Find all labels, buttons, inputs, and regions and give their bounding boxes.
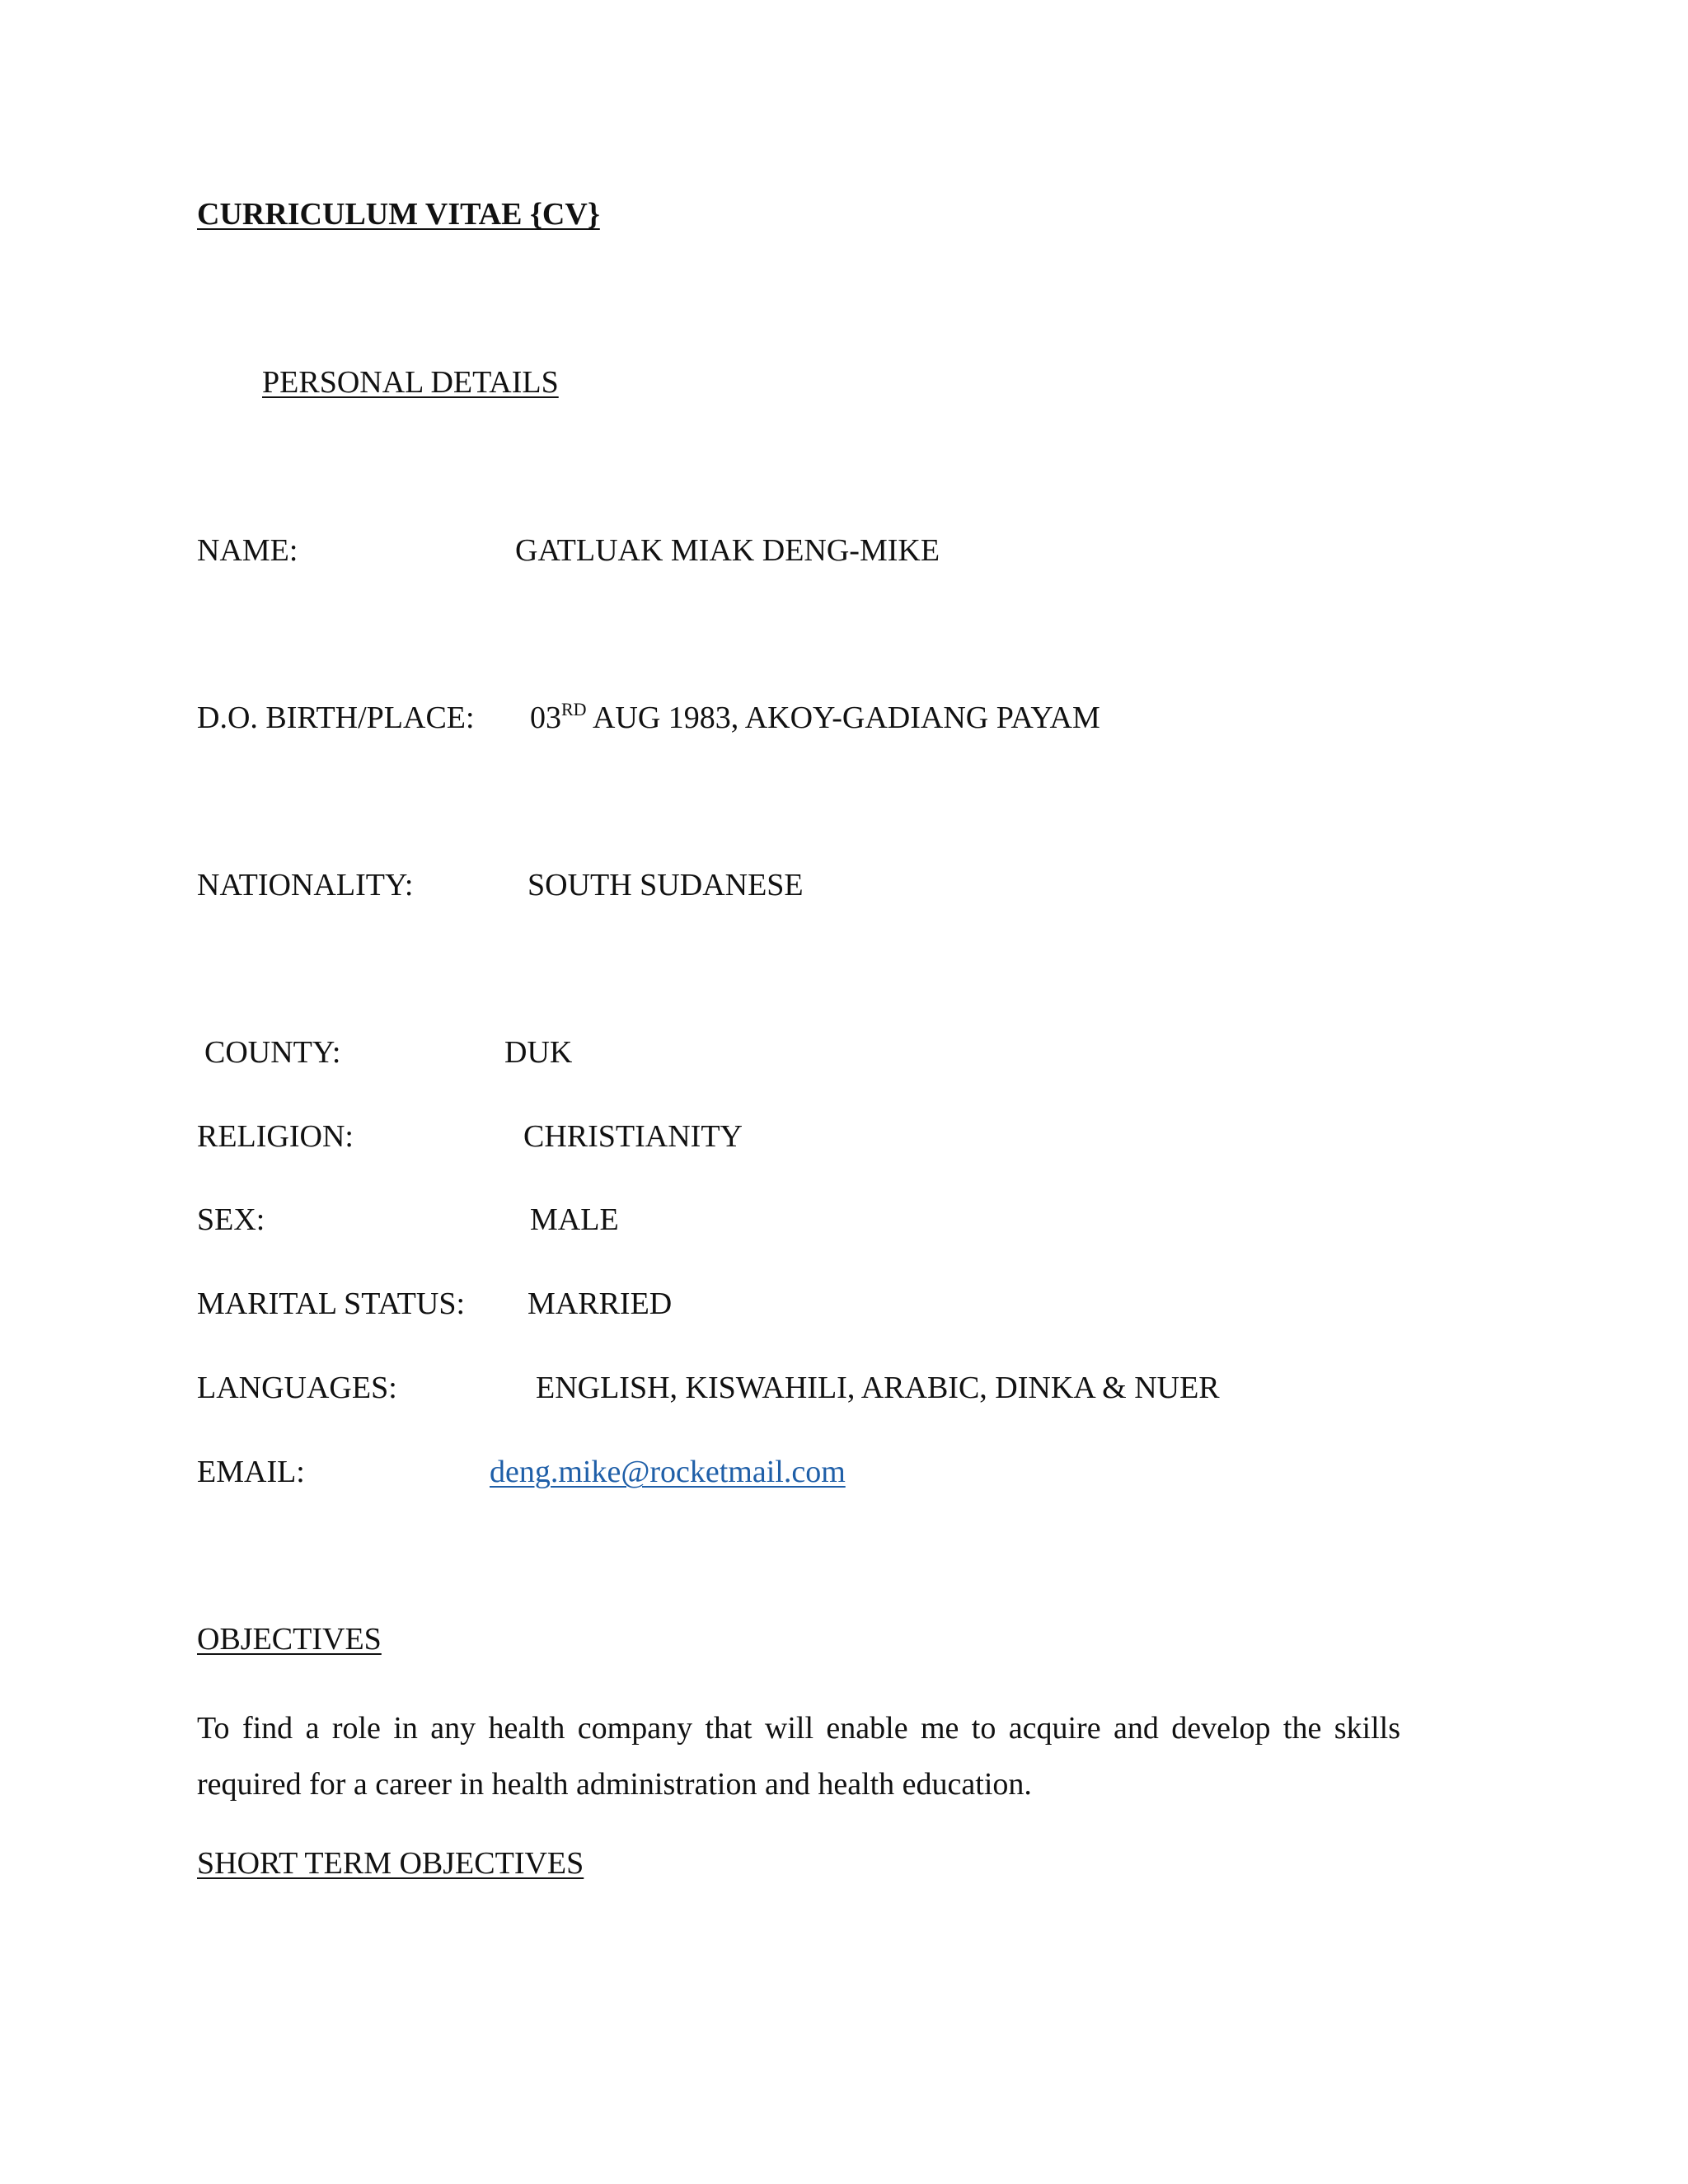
- birth-rest: AUG 1983, AKOY-GADIANG PAYAM: [586, 701, 1100, 735]
- personal-details-heading: PERSONAL DETAILS: [262, 365, 559, 400]
- email-label: EMAIL:: [197, 1455, 305, 1489]
- languages-value: ENGLISH, KISWAHILI, ARABIC, DINKA & NUER: [536, 1371, 1220, 1405]
- name-value: GATLUAK MIAK DENG-MIKE: [515, 533, 940, 568]
- religion-value: CHRISTIANITY: [523, 1119, 743, 1154]
- county-label: COUNTY:: [204, 1035, 341, 1070]
- objectives-heading: OBJECTIVES: [197, 1622, 382, 1657]
- birth-value: [530, 699, 1100, 737]
- email-link[interactable]: deng.mike@rocketmail.com: [490, 1455, 846, 1489]
- birth-day-suffix: RD: [561, 699, 587, 719]
- nationality-value: SOUTH SUDANESE: [528, 868, 804, 902]
- languages-label: LANGUAGES:: [197, 1371, 397, 1405]
- objectives-paragraph: To find a role in any health company that will enable me to acquire and develop the skills required for a career in health administration and health education.: [197, 1711, 1400, 1802]
- birth-day: 03: [530, 701, 561, 735]
- name-label: NAME:: [197, 533, 298, 568]
- religion-label: RELIGION:: [197, 1119, 354, 1154]
- nationality-label: NATIONALITY:: [197, 868, 414, 902]
- marital-status-label: MARITAL STATUS:: [197, 1286, 466, 1321]
- short-term-objectives-heading: SHORT TERM OBJECTIVES: [197, 1846, 584, 1881]
- marital-status-value: MARRIED: [528, 1286, 673, 1321]
- document-title: CURRICULUM VITAE {CV}: [197, 197, 600, 232]
- birth-label: D.O. BIRTH/PLACE:: [197, 701, 475, 735]
- sex-value: MALE: [530, 1202, 619, 1237]
- county-value: DUK: [504, 1035, 573, 1070]
- sex-label: SEX:: [197, 1202, 265, 1237]
